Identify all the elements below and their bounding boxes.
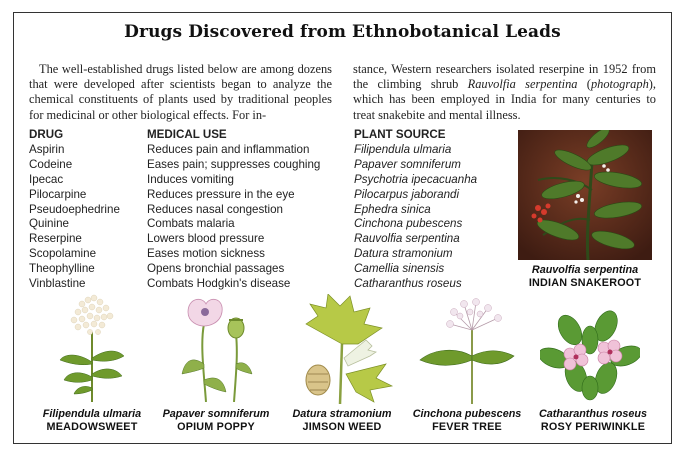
table-cell: Pilocarpine xyxy=(29,187,87,201)
intro-right-text: stance, Western researchers isolated reserpine in 1952 from the climbing shrub xyxy=(353,62,656,92)
caption-sci: Catharanthus roseus xyxy=(539,408,647,420)
table-cell: Ipecac xyxy=(29,172,64,186)
intro-right-end: ), which has been employed in India for many centuries to treat snakebite and mental illness. xyxy=(353,77,656,122)
caption-sci: Cinchona pubescens xyxy=(412,408,522,420)
table-cell: Induces vomiting xyxy=(147,172,234,186)
table-cell: Combats Hodgkin's disease xyxy=(147,277,291,291)
source-column xyxy=(354,127,477,292)
table-cell: Vinblastine xyxy=(29,277,86,291)
table-cell: Pseudoephedrine xyxy=(29,202,120,216)
source-list xyxy=(354,143,477,292)
table-cell: Datura stramonium xyxy=(354,247,453,261)
table-cell: Reduces pain and inflammation xyxy=(147,143,310,156)
intro-right xyxy=(353,62,656,123)
periwinkle-illustration xyxy=(540,310,640,402)
caption-sci: Filipendula ulmaria xyxy=(42,408,142,420)
drug-header: DRUG xyxy=(29,128,64,141)
source-header: PLANT SOURCE xyxy=(354,128,446,141)
table-cell: Pilocarpus jaborandi xyxy=(354,187,460,201)
table-cell: Rauvolfia serpentina xyxy=(354,232,460,246)
table-cell: Camellia sinensis xyxy=(354,262,445,276)
table-cell: Reduces nasal congestion xyxy=(147,202,283,216)
poppy-illustration xyxy=(178,294,258,402)
caption-sci: Datura stramonium xyxy=(292,408,392,420)
table-cell: Scopolamine xyxy=(29,247,97,261)
drug-list xyxy=(29,143,120,292)
meadowsweet-illustration xyxy=(52,292,132,402)
use-column xyxy=(147,127,320,292)
intro-paren: ( xyxy=(577,77,591,92)
table-cell: Lowers blood pressure xyxy=(147,232,265,246)
caption-cinchona xyxy=(402,408,532,434)
table-cell: Opens bronchial passages xyxy=(147,262,285,276)
table-cell: Reduces pressure in the eye xyxy=(147,187,295,201)
rauvolfia-photo-art xyxy=(518,130,652,260)
caption-common: FEVER TREE xyxy=(432,421,502,433)
caption-datura xyxy=(277,408,407,434)
datura-illustration xyxy=(296,294,396,404)
table-cell: Combats malaria xyxy=(147,217,235,231)
caption-common: OPIUM POPPY xyxy=(177,421,255,433)
table-cell: Theophylline xyxy=(29,262,95,276)
use-header: MEDICAL USE xyxy=(147,128,227,141)
table-cell: Codeine xyxy=(29,157,73,171)
rauvolfia-photo xyxy=(518,130,652,260)
intro-left: The well-established drugs listed below are among dozens that were developed after scientists began to analyze the chemical constituents of plants used by traditional peoples for medicinal or other biological effects. For in- xyxy=(29,62,332,122)
page-title: Drugs Discovered from Ethnobotanical Leads xyxy=(124,22,561,42)
table-cell: Reserpine xyxy=(29,232,82,246)
table-cell: Ephedra sinica xyxy=(354,202,431,216)
caption-sci: Papaver somniferum xyxy=(162,408,270,420)
caption-common: MEADOWSWEET xyxy=(46,421,138,433)
table-cell: Eases pain; suppresses coughing xyxy=(147,157,321,171)
table-cell: Filipendula ulmaria xyxy=(354,143,452,156)
table-cell: Quinine xyxy=(29,217,69,231)
table-cell: Psychotria ipecacuanha xyxy=(354,172,478,186)
caption-meadowsweet xyxy=(27,408,157,434)
table-cell: Papaver somniferum xyxy=(354,157,461,171)
cinchona-illustration xyxy=(418,294,518,404)
photo-caption xyxy=(508,264,662,290)
table-cell: Cinchona pubescens xyxy=(354,217,463,231)
caption-poppy xyxy=(151,408,281,434)
table-cell: Aspirin xyxy=(29,143,65,156)
intro-species: Rauvolfia serpentina xyxy=(467,77,578,92)
caption-periwinkle xyxy=(528,408,658,434)
use-list xyxy=(147,143,320,292)
intro-photo-ref: photograph xyxy=(590,77,649,92)
table-cell: Catharanthus roseus xyxy=(354,277,462,291)
photo-caption-common: INDIAN SNAKEROOT xyxy=(528,277,642,289)
caption-common: JIMSON WEED xyxy=(302,421,382,433)
drug-column xyxy=(29,127,120,292)
photo-caption-sci: Rauvolfia serpentina xyxy=(531,264,639,276)
caption-common: ROSY PERIWINKLE xyxy=(540,421,646,433)
table-cell: Eases motion sickness xyxy=(147,247,265,261)
